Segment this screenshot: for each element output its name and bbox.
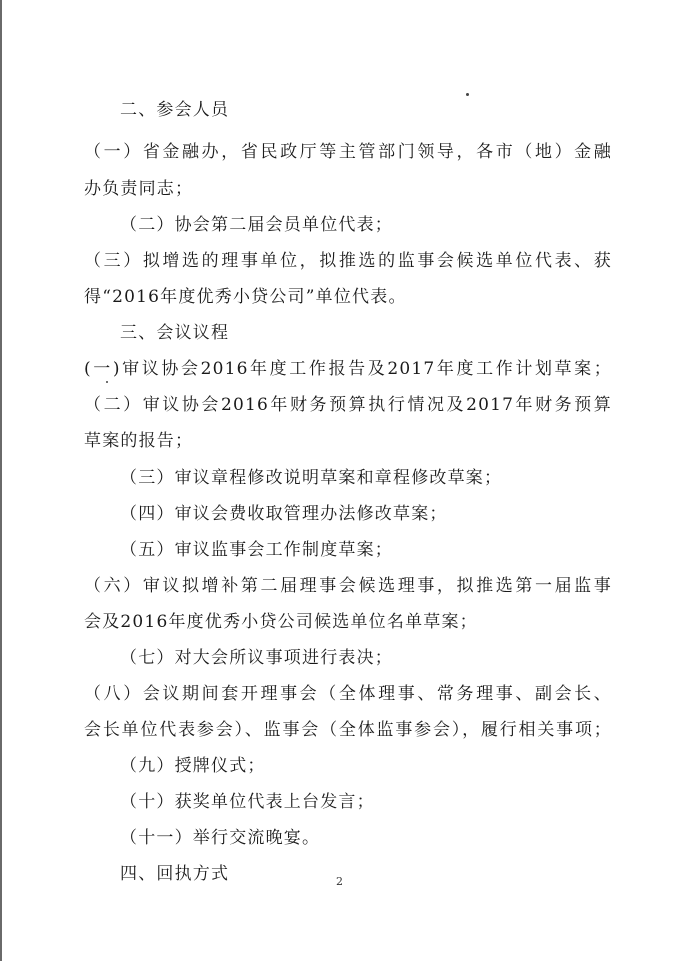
- paragraph-line: （三）拟增选的理事单位，拟推选的监事会候选单位代表、获: [84, 251, 612, 271]
- section-heading-agenda: 三、会议议程: [120, 323, 230, 343]
- paragraph-line: 办负责同志；: [84, 179, 194, 199]
- paragraph-line: （十一）举行交流晚宴。: [120, 828, 321, 848]
- paragraph-line: 得“2016年度优秀小贷公司”单位代表。: [84, 287, 407, 307]
- paragraph-line: （二）协会第二届会员单位代表；: [120, 215, 393, 235]
- paragraph-line: （四）审议会费收取管理办法修改草案；: [120, 504, 448, 524]
- paragraph-line: 会及2016年度优秀小贷公司候选单位名单草案；: [84, 612, 478, 632]
- paragraph-line: （三）审议章程修改说明草案和章程修改草案；: [120, 468, 503, 488]
- paragraph-line: （六）审议拟增补第二届理事会候选理事，拟推选第一届监事: [84, 576, 612, 596]
- paragraph-line: （九）授牌仪式；: [120, 756, 266, 776]
- section-heading-reply-method: 四、回执方式: [120, 864, 230, 884]
- paragraph-line: (一)审议协会2016年度工作报告及2017年度工作计划草案；: [84, 359, 612, 379]
- paragraph-line: 会长单位代表参会）、监事会（全体监事参会），履行相关事项；: [84, 720, 612, 740]
- paragraph-line: （八）会议期间套开理事会（全体理事、常务理事、副会长、: [84, 684, 612, 704]
- section-heading-attendees: 二、参会人员: [120, 100, 230, 120]
- paragraph-line: （二）审议协会2016年财务预算执行情况及2017年财务预算: [84, 395, 612, 415]
- page-number: 2: [336, 875, 343, 888]
- paragraph-line: （五）审议监事会工作制度草案；: [120, 540, 393, 560]
- paragraph-line: （一）省金融办，省民政厅等主管部门领导，各市（地）金融: [84, 142, 612, 162]
- paragraph-line: （七）对大会所议事项进行表决；: [120, 648, 393, 668]
- scan-speck: [466, 93, 469, 96]
- paragraph-line: （十）获奖单位代表上台发言；: [120, 792, 375, 812]
- scan-speck: [106, 381, 108, 383]
- paragraph-line: 草案的报告；: [84, 431, 194, 451]
